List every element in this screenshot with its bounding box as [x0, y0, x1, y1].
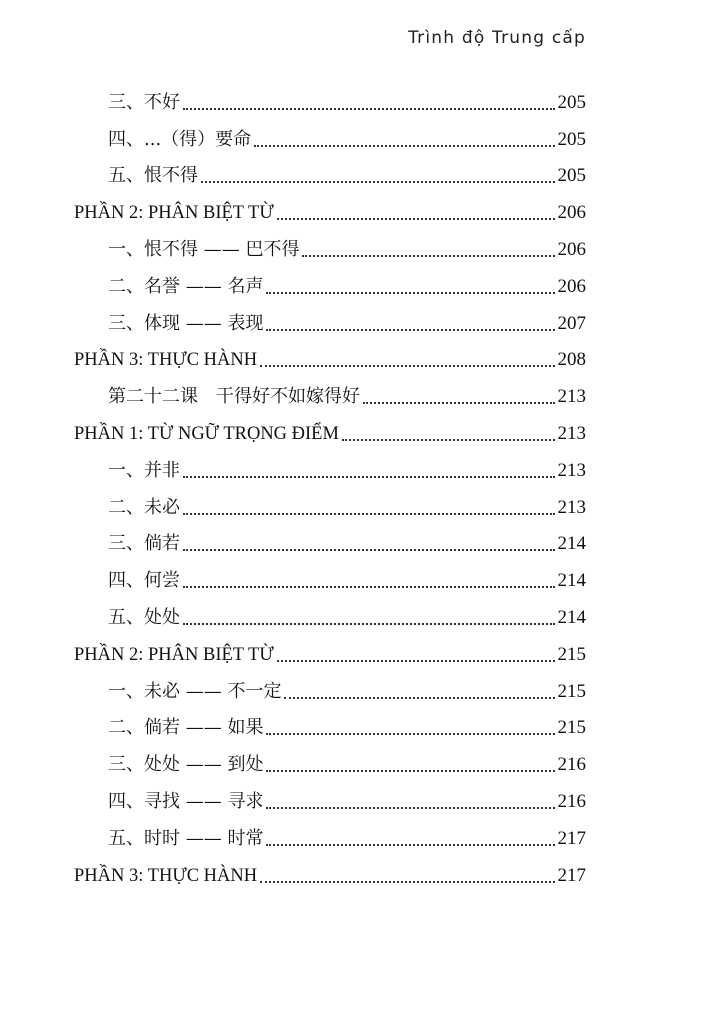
toc-entry-text: PHẦN 2: PHÂN BIỆT TỪ	[74, 203, 274, 224]
toc-entry-text: 三、倘若	[108, 533, 180, 555]
toc-page-number: 205	[557, 165, 586, 187]
toc-entry[interactable]	[74, 599, 586, 636]
toc-page-number: 213	[557, 459, 586, 481]
toc-page-number: 216	[557, 790, 586, 812]
toc-entry[interactable]	[74, 489, 586, 526]
dot-leader	[183, 586, 555, 588]
toc-entry-text: 五、时时 —— 时常	[108, 827, 264, 849]
toc-part-heading[interactable]	[74, 415, 586, 452]
toc-entry[interactable]	[74, 710, 586, 747]
toc-page-number: 217	[557, 827, 586, 849]
toc-entry-text: 五、恨不得	[108, 165, 198, 187]
toc-page-number: 206	[557, 238, 586, 260]
toc-entry[interactable]	[74, 673, 586, 710]
toc-entry[interactable]	[74, 84, 586, 121]
toc-page-number: 215	[557, 717, 586, 739]
dot-leader	[254, 145, 554, 147]
toc-entry-text: PHẦN 2: PHÂN BIỆT TỪ	[74, 644, 274, 665]
dot-leader	[183, 476, 555, 478]
toc-page-number: 217	[557, 864, 586, 886]
toc-entry[interactable]	[74, 562, 586, 599]
dot-leader	[266, 733, 554, 735]
toc-page-number: 205	[557, 91, 586, 113]
dot-leader	[342, 439, 555, 441]
toc-entry-text: 五、处处	[108, 606, 180, 628]
toc-entry-text: 四、...（得）要命	[108, 128, 252, 150]
dot-leader	[260, 881, 554, 883]
dot-leader	[277, 218, 555, 220]
dot-leader	[183, 108, 555, 110]
toc-entry-text: 三、体现 —— 表现	[108, 312, 264, 334]
toc-entry-text: 二、名誉 —— 名声	[108, 275, 264, 297]
toc-page-number: 214	[557, 570, 586, 592]
dot-leader	[260, 365, 554, 367]
toc-entry-text: PHẦN 1: TỪ NGỮ TRỌNG ĐIỂM	[74, 423, 339, 444]
dot-leader	[183, 623, 555, 625]
toc-part-heading[interactable]	[74, 342, 586, 379]
toc-part-heading[interactable]	[74, 636, 586, 673]
toc-page-number: 213	[557, 386, 586, 408]
dot-leader	[302, 255, 554, 257]
toc-entry[interactable]	[74, 452, 586, 489]
toc-page-number: 206	[557, 275, 586, 297]
dot-leader	[266, 292, 554, 294]
toc-page-number: 208	[557, 349, 586, 371]
running-header: Trình độ Trung cấp	[408, 28, 586, 48]
dot-leader	[266, 329, 554, 331]
toc-entry[interactable]	[74, 231, 586, 268]
toc-entry[interactable]	[74, 305, 586, 342]
toc-page-number: 215	[557, 643, 586, 665]
table-of-contents	[74, 84, 586, 894]
toc-page-number: 215	[557, 680, 586, 702]
toc-entry-text: 三、不好	[108, 91, 180, 113]
toc-entry-text: 一、恨不得 —— 巴不得	[108, 238, 300, 260]
toc-entry-text: 一、未必 —— 不一定	[108, 680, 282, 702]
toc-part-heading[interactable]	[74, 857, 586, 894]
toc-page-number: 213	[557, 422, 586, 444]
toc-entry-text: 二、倘若 —— 如果	[108, 717, 264, 739]
dot-leader	[201, 181, 555, 183]
dot-leader	[266, 807, 554, 809]
toc-entry[interactable]	[74, 158, 586, 195]
toc-page-number: 214	[557, 606, 586, 628]
toc-entry[interactable]	[74, 783, 586, 820]
toc-page-number: 216	[557, 754, 586, 776]
toc-entry-text: 三、处处 —— 到处	[108, 754, 264, 776]
toc-entry[interactable]	[74, 526, 586, 563]
toc-entry-text: 四、何尝	[108, 570, 180, 592]
dot-leader	[183, 549, 555, 551]
toc-entry-text: 四、寻找 —— 寻求	[108, 790, 264, 812]
toc-entry-text: PHẦN 3: THỰC HÀNH	[74, 865, 258, 886]
toc-page-number: 207	[557, 312, 586, 334]
toc-entry-text: 二、未必	[108, 496, 180, 518]
toc-entry[interactable]	[74, 121, 586, 158]
toc-part-heading[interactable]	[74, 194, 586, 231]
toc-page-number: 206	[557, 202, 586, 224]
toc-entry[interactable]	[74, 268, 586, 305]
dot-leader	[277, 660, 555, 662]
dot-leader	[284, 697, 554, 699]
toc-entry[interactable]	[74, 746, 586, 783]
dot-leader	[266, 770, 554, 772]
toc-page-number: 205	[557, 128, 586, 150]
toc-page-number: 214	[557, 533, 586, 555]
dot-leader	[363, 402, 555, 404]
dot-leader	[266, 844, 554, 846]
toc-entry-text: 第二十二课 干得好不如嫁得好	[108, 386, 360, 408]
toc-entry[interactable]	[74, 820, 586, 857]
toc-page-number: 213	[557, 496, 586, 518]
dot-leader	[183, 513, 555, 515]
toc-entry-text: 一、并非	[108, 459, 180, 481]
toc-lesson-heading[interactable]	[74, 378, 586, 415]
toc-entry-text: PHẦN 3: THỰC HÀNH	[74, 350, 258, 371]
